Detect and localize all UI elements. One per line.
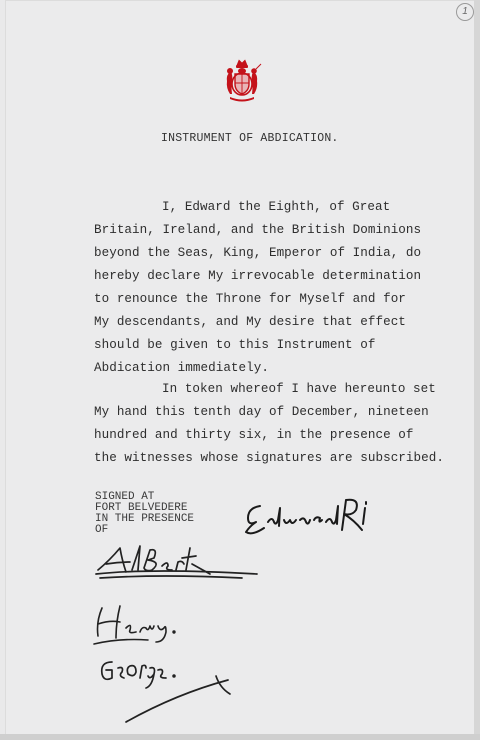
albert-signature bbox=[92, 540, 262, 582]
body-line: Abdication immediately. bbox=[94, 361, 269, 375]
body-line: the witnesses whose signatures are subscribed. bbox=[94, 451, 444, 465]
signed-at-line: IN THE PRESENCE bbox=[95, 513, 195, 525]
body-line: My hand this tenth day of December, nineteen bbox=[94, 405, 429, 419]
body-line: beyond the Seas, King, Emperor of India, do bbox=[94, 246, 422, 260]
body-line: In token whereof I have hereunto set bbox=[162, 382, 436, 396]
george-signature bbox=[96, 654, 246, 726]
royal-coat-of-arms-icon bbox=[218, 56, 266, 104]
king-signature bbox=[238, 492, 378, 542]
signed-at-line: FORT BELVEDERE bbox=[95, 502, 188, 514]
page-edge bbox=[474, 0, 480, 740]
document-title: INSTRUMENT OF ABDICATION. bbox=[161, 132, 339, 145]
body-line: Britain, Ireland, and the British Dominions bbox=[94, 223, 422, 237]
signed-at-line: OF bbox=[95, 524, 109, 536]
body-line: should be given to this Instrument of bbox=[94, 338, 376, 352]
body-line: hereby declare My irrevocable determination bbox=[94, 269, 422, 283]
body-line: to renounce the Throne for Myself and for bbox=[94, 292, 406, 306]
signed-at-line: SIGNED AT bbox=[95, 491, 155, 503]
body-line: hundred and thirty six, in the presence of bbox=[94, 428, 414, 442]
body-line: I, Edward the Eighth, of Great bbox=[162, 200, 391, 214]
henry-signature bbox=[90, 602, 190, 650]
page-number: 1 bbox=[456, 3, 474, 21]
page-edge-bottom bbox=[0, 734, 480, 740]
body-line: My descendants, and My desire that effect bbox=[94, 315, 406, 329]
